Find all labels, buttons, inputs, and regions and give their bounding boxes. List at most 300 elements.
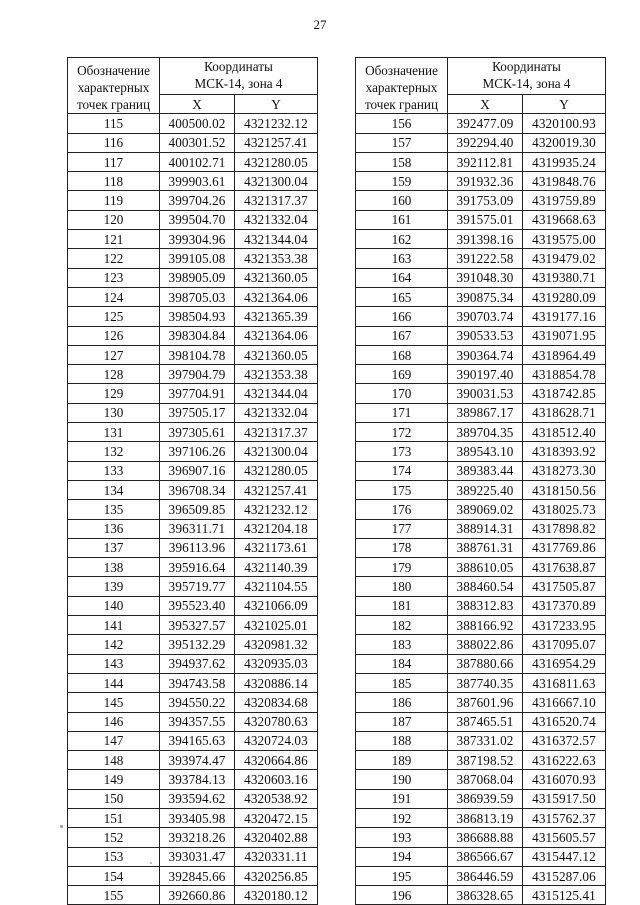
table-row xyxy=(68,191,318,210)
point-number-cell: 142 xyxy=(68,635,160,654)
table-row xyxy=(356,423,606,442)
y-coordinate-cell: 4318393.92 xyxy=(523,442,606,461)
table-row xyxy=(356,461,606,480)
y-coordinate-cell: 4320100.93 xyxy=(523,114,606,133)
x-coordinate-cell: 388610.05 xyxy=(448,558,523,577)
table-row xyxy=(356,230,606,249)
y-coordinate-cell: 4321360.05 xyxy=(235,268,318,287)
table-row xyxy=(68,172,318,191)
point-number-cell: 164 xyxy=(356,268,448,287)
y-coordinate-cell: 4315125.41 xyxy=(523,886,606,905)
point-number-cell: 153 xyxy=(68,847,160,866)
y-coordinate-cell: 4319759.89 xyxy=(523,191,606,210)
table-row xyxy=(356,519,606,538)
x-coordinate-cell: 393218.26 xyxy=(160,828,235,847)
table-row xyxy=(356,770,606,789)
scan-speck xyxy=(60,825,63,828)
y-coordinate-cell: 4316954.29 xyxy=(523,654,606,673)
x-column-header: X xyxy=(448,95,523,114)
table-row xyxy=(356,152,606,171)
point-number-cell: 134 xyxy=(68,480,160,499)
point-number-cell: 190 xyxy=(356,770,448,789)
x-coordinate-cell: 386566.67 xyxy=(448,847,523,866)
x-coordinate-cell: 399304.96 xyxy=(160,230,235,249)
point-number-cell: 185 xyxy=(356,673,448,692)
table-row xyxy=(68,731,318,750)
x-coordinate-cell: 395327.57 xyxy=(160,616,235,635)
x-coordinate-cell: 386446.59 xyxy=(448,866,523,885)
y-coordinate-cell: 4317638.87 xyxy=(523,558,606,577)
x-coordinate-cell: 387880.66 xyxy=(448,654,523,673)
point-number-cell: 191 xyxy=(356,789,448,808)
x-coordinate-cell: 391932.36 xyxy=(448,172,523,191)
table-row xyxy=(68,114,318,133)
y-coordinate-cell: 4317370.89 xyxy=(523,596,606,615)
table-row xyxy=(356,210,606,229)
y-coordinate-cell: 4320256.85 xyxy=(235,866,318,885)
table-row xyxy=(356,538,606,557)
y-coordinate-cell: 4321332.04 xyxy=(235,210,318,229)
x-coordinate-cell: 389543.10 xyxy=(448,442,523,461)
point-number-cell: 124 xyxy=(68,287,160,306)
x-coordinate-cell: 386939.59 xyxy=(448,789,523,808)
point-number-cell: 143 xyxy=(68,654,160,673)
table-row xyxy=(356,693,606,712)
table-row xyxy=(68,712,318,731)
table-row xyxy=(68,326,318,345)
point-number-cell: 181 xyxy=(356,596,448,615)
y-coordinate-cell: 4316520.74 xyxy=(523,712,606,731)
y-coordinate-cell: 4316667.10 xyxy=(523,693,606,712)
x-coordinate-cell: 388166.92 xyxy=(448,616,523,635)
point-header-line-3: точек границ xyxy=(76,97,151,113)
y-coordinate-cell: 4319935.24 xyxy=(523,152,606,171)
x-coordinate-cell: 393594.62 xyxy=(160,789,235,808)
y-coordinate-cell: 4320472.15 xyxy=(235,808,318,827)
y-coordinate-cell: 4319668.63 xyxy=(523,210,606,229)
point-number-cell: 169 xyxy=(356,365,448,384)
x-coordinate-cell: 396907.16 xyxy=(160,461,235,480)
x-coordinate-cell: 397904.79 xyxy=(160,365,235,384)
point-number-cell: 183 xyxy=(356,635,448,654)
x-coordinate-cell: 396708.34 xyxy=(160,480,235,499)
point-number-cell: 196 xyxy=(356,886,448,905)
point-number-cell: 123 xyxy=(68,268,160,287)
point-number-cell: 182 xyxy=(356,616,448,635)
y-coordinate-cell: 4321344.04 xyxy=(235,230,318,249)
x-coordinate-cell: 390197.40 xyxy=(448,365,523,384)
point-number-cell: 154 xyxy=(68,866,160,885)
point-number-cell: 195 xyxy=(356,866,448,885)
x-coordinate-cell: 396113.96 xyxy=(160,538,235,557)
table-row xyxy=(68,596,318,615)
x-coordinate-cell: 392477.09 xyxy=(448,114,523,133)
x-coordinate-cell: 390031.53 xyxy=(448,384,523,403)
table-row xyxy=(68,866,318,885)
table-row xyxy=(68,577,318,596)
y-coordinate-cell: 4321332.04 xyxy=(235,403,318,422)
table-row xyxy=(68,808,318,827)
point-header-line-3: точек границ xyxy=(364,97,439,113)
table-row xyxy=(68,886,318,905)
y-coordinate-cell: 4321066.09 xyxy=(235,596,318,615)
table-row xyxy=(356,384,606,403)
y-coordinate-cell: 4319380.71 xyxy=(523,268,606,287)
y-coordinate-cell: 4319479.02 xyxy=(523,249,606,268)
point-number-cell: 130 xyxy=(68,403,160,422)
x-coordinate-cell: 397305.61 xyxy=(160,423,235,442)
y-coordinate-cell: 4317095.07 xyxy=(523,635,606,654)
x-coordinate-cell: 388914.31 xyxy=(448,519,523,538)
table-row xyxy=(68,287,318,306)
x-coordinate-cell: 398104.78 xyxy=(160,345,235,364)
point-designation-header xyxy=(356,58,448,114)
table-row xyxy=(68,345,318,364)
y-coordinate-cell: 4321280.05 xyxy=(235,152,318,171)
point-number-cell: 176 xyxy=(356,500,448,519)
point-number-cell: 192 xyxy=(356,808,448,827)
point-header-line-1: Обозначение xyxy=(365,63,438,79)
point-number-cell: 144 xyxy=(68,673,160,692)
point-number-cell: 172 xyxy=(356,423,448,442)
point-number-cell: 133 xyxy=(68,461,160,480)
table-row xyxy=(68,519,318,538)
x-coordinate-cell: 386688.88 xyxy=(448,828,523,847)
x-coordinate-cell: 388312.83 xyxy=(448,596,523,615)
x-coordinate-cell: 397106.26 xyxy=(160,442,235,461)
table-row xyxy=(68,558,318,577)
point-number-cell: 188 xyxy=(356,731,448,750)
x-coordinate-cell: 390875.34 xyxy=(448,287,523,306)
x-coordinate-cell: 388761.31 xyxy=(448,538,523,557)
x-coordinate-cell: 387198.52 xyxy=(448,751,523,770)
table-row xyxy=(68,133,318,152)
x-coordinate-cell: 393405.98 xyxy=(160,808,235,827)
y-coordinate-cell: 4318150.56 xyxy=(523,480,606,499)
point-number-cell: 168 xyxy=(356,345,448,364)
x-coordinate-cell: 394743.58 xyxy=(160,673,235,692)
x-coordinate-cell: 398705.03 xyxy=(160,287,235,306)
point-number-cell: 161 xyxy=(356,210,448,229)
table-row xyxy=(356,635,606,654)
y-coordinate-cell: 4319177.16 xyxy=(523,307,606,326)
table-row xyxy=(68,249,318,268)
x-coordinate-cell: 387740.35 xyxy=(448,673,523,692)
point-number-cell: 174 xyxy=(356,461,448,480)
x-coordinate-cell: 394550.22 xyxy=(160,693,235,712)
x-coordinate-cell: 387068.04 xyxy=(448,770,523,789)
y-coordinate-cell: 4319280.09 xyxy=(523,287,606,306)
point-number-cell: 187 xyxy=(356,712,448,731)
point-number-cell: 119 xyxy=(68,191,160,210)
table-row xyxy=(68,847,318,866)
x-coordinate-cell: 391575.01 xyxy=(448,210,523,229)
y-coordinate-cell: 4321104.55 xyxy=(235,577,318,596)
table-row xyxy=(68,500,318,519)
point-number-cell: 163 xyxy=(356,249,448,268)
x-coordinate-cell: 400500.02 xyxy=(160,114,235,133)
table-row xyxy=(68,442,318,461)
point-number-cell: 141 xyxy=(68,616,160,635)
point-number-cell: 137 xyxy=(68,538,160,557)
point-number-cell: 171 xyxy=(356,403,448,422)
y-coordinate-cell: 4315917.50 xyxy=(523,789,606,808)
x-coordinate-cell: 389704.35 xyxy=(448,423,523,442)
table-row xyxy=(68,616,318,635)
table-row xyxy=(356,886,606,905)
y-coordinate-cell: 4317769.86 xyxy=(523,538,606,557)
y-column-header: Y xyxy=(523,95,606,114)
point-header-line-1: Обозначение xyxy=(77,63,150,79)
x-coordinate-cell: 397704.91 xyxy=(160,384,235,403)
x-coordinate-cell: 390533.53 xyxy=(448,326,523,345)
table-row xyxy=(356,249,606,268)
point-number-cell: 127 xyxy=(68,345,160,364)
x-coordinate-cell: 387331.02 xyxy=(448,731,523,750)
point-number-cell: 138 xyxy=(68,558,160,577)
table-row xyxy=(356,480,606,499)
y-coordinate-cell: 4318742.85 xyxy=(523,384,606,403)
point-number-cell: 151 xyxy=(68,808,160,827)
point-number-cell: 180 xyxy=(356,577,448,596)
x-coordinate-cell: 390703.74 xyxy=(448,307,523,326)
y-coordinate-cell: 4316372.57 xyxy=(523,731,606,750)
point-number-cell: 184 xyxy=(356,654,448,673)
y-coordinate-cell: 4321364.06 xyxy=(235,326,318,345)
y-column-header: Y xyxy=(235,95,318,114)
y-coordinate-cell: 4320402.88 xyxy=(235,828,318,847)
table-row xyxy=(356,596,606,615)
y-coordinate-cell: 4318854.78 xyxy=(523,365,606,384)
y-coordinate-cell: 4319071.95 xyxy=(523,326,606,345)
right-table-body xyxy=(356,114,606,905)
x-coordinate-cell: 389867.17 xyxy=(448,403,523,422)
y-coordinate-cell: 4321257.41 xyxy=(235,480,318,499)
point-number-cell: 115 xyxy=(68,114,160,133)
table-row xyxy=(356,789,606,808)
coords-header-line-2: МСК-14, зона 4 xyxy=(194,76,283,91)
x-coordinate-cell: 390364.74 xyxy=(448,345,523,364)
y-coordinate-cell: 4321232.12 xyxy=(235,114,318,133)
y-coordinate-cell: 4321232.12 xyxy=(235,500,318,519)
table-row xyxy=(356,828,606,847)
table-row xyxy=(356,577,606,596)
x-coordinate-cell: 389383.44 xyxy=(448,461,523,480)
y-coordinate-cell: 4321344.04 xyxy=(235,384,318,403)
point-designation-header xyxy=(68,58,160,114)
y-coordinate-cell: 4321317.37 xyxy=(235,423,318,442)
x-coordinate-cell: 394165.63 xyxy=(160,731,235,750)
x-coordinate-cell: 391753.09 xyxy=(448,191,523,210)
point-number-cell: 126 xyxy=(68,326,160,345)
y-coordinate-cell: 4320664.86 xyxy=(235,751,318,770)
y-coordinate-cell: 4319848.76 xyxy=(523,172,606,191)
y-coordinate-cell: 4318628.71 xyxy=(523,403,606,422)
x-coordinate-cell: 395719.77 xyxy=(160,577,235,596)
point-number-cell: 140 xyxy=(68,596,160,615)
coordinates-header xyxy=(160,58,318,95)
point-number-cell: 189 xyxy=(356,751,448,770)
table-row xyxy=(68,480,318,499)
y-coordinate-cell: 4317505.87 xyxy=(523,577,606,596)
table-row xyxy=(356,866,606,885)
point-number-cell: 194 xyxy=(356,847,448,866)
x-coordinate-cell: 396509.85 xyxy=(160,500,235,519)
table-row xyxy=(356,500,606,519)
table-row xyxy=(356,558,606,577)
point-number-cell: 155 xyxy=(68,886,160,905)
x-coordinate-cell: 395523.40 xyxy=(160,596,235,615)
point-number-cell: 175 xyxy=(356,480,448,499)
table-row xyxy=(68,789,318,808)
y-coordinate-cell: 4317233.95 xyxy=(523,616,606,635)
y-coordinate-cell: 4320780.63 xyxy=(235,712,318,731)
table-row xyxy=(356,133,606,152)
point-number-cell: 158 xyxy=(356,152,448,171)
y-coordinate-cell: 4320331.11 xyxy=(235,847,318,866)
x-coordinate-cell: 398905.09 xyxy=(160,268,235,287)
x-coordinate-cell: 393031.47 xyxy=(160,847,235,866)
point-number-cell: 120 xyxy=(68,210,160,229)
point-number-cell: 167 xyxy=(356,326,448,345)
table-row xyxy=(68,673,318,692)
table-row xyxy=(68,152,318,171)
y-coordinate-cell: 4321353.38 xyxy=(235,249,318,268)
point-number-cell: 129 xyxy=(68,384,160,403)
y-coordinate-cell: 4315762.37 xyxy=(523,808,606,827)
y-coordinate-cell: 4321365.39 xyxy=(235,307,318,326)
point-number-cell: 177 xyxy=(356,519,448,538)
coords-header-line-2: МСК-14, зона 4 xyxy=(482,76,571,91)
y-coordinate-cell: 4320935.03 xyxy=(235,654,318,673)
x-coordinate-cell: 391048.30 xyxy=(448,268,523,287)
y-coordinate-cell: 4321300.04 xyxy=(235,442,318,461)
point-header-line-2: характерных xyxy=(77,80,150,96)
table-row xyxy=(356,172,606,191)
y-coordinate-cell: 4321140.39 xyxy=(235,558,318,577)
table-row xyxy=(68,365,318,384)
x-coordinate-cell: 398504.93 xyxy=(160,307,235,326)
point-number-cell: 160 xyxy=(356,191,448,210)
x-coordinate-cell: 398304.84 xyxy=(160,326,235,345)
x-coordinate-cell: 386328.65 xyxy=(448,886,523,905)
table-row xyxy=(68,751,318,770)
y-coordinate-cell: 4321364.06 xyxy=(235,287,318,306)
point-number-cell: 159 xyxy=(356,172,448,191)
point-number-cell: 131 xyxy=(68,423,160,442)
y-coordinate-cell: 4321300.04 xyxy=(235,172,318,191)
x-coordinate-cell: 388460.54 xyxy=(448,577,523,596)
table-row xyxy=(68,461,318,480)
x-coordinate-cell: 395916.64 xyxy=(160,558,235,577)
point-number-cell: 170 xyxy=(356,384,448,403)
point-number-cell: 165 xyxy=(356,287,448,306)
coords-header-line-1: Координаты xyxy=(204,59,273,74)
table-row xyxy=(356,191,606,210)
x-coordinate-cell: 386813.19 xyxy=(448,808,523,827)
table-row xyxy=(356,365,606,384)
x-coordinate-cell: 389069.02 xyxy=(448,500,523,519)
point-number-cell: 132 xyxy=(68,442,160,461)
y-coordinate-cell: 4320834.68 xyxy=(235,693,318,712)
coordinates-table-right xyxy=(355,57,606,905)
table-row xyxy=(68,307,318,326)
x-coordinate-cell: 394937.62 xyxy=(160,654,235,673)
table-row xyxy=(68,268,318,287)
table-row xyxy=(356,442,606,461)
y-coordinate-cell: 4318512.40 xyxy=(523,423,606,442)
y-coordinate-cell: 4316070.93 xyxy=(523,770,606,789)
x-coordinate-cell: 391398.16 xyxy=(448,230,523,249)
y-coordinate-cell: 4321025.01 xyxy=(235,616,318,635)
point-number-cell: 173 xyxy=(356,442,448,461)
point-number-cell: 156 xyxy=(356,114,448,133)
y-coordinate-cell: 4321173.61 xyxy=(235,538,318,557)
y-coordinate-cell: 4315287.06 xyxy=(523,866,606,885)
table-row xyxy=(356,808,606,827)
point-number-cell: 150 xyxy=(68,789,160,808)
y-coordinate-cell: 4320981.32 xyxy=(235,635,318,654)
table-row xyxy=(356,326,606,345)
x-coordinate-cell: 395132.29 xyxy=(160,635,235,654)
y-coordinate-cell: 4317898.82 xyxy=(523,519,606,538)
y-coordinate-cell: 4316222.63 xyxy=(523,751,606,770)
point-number-cell: 117 xyxy=(68,152,160,171)
point-header-line-2: характерных xyxy=(365,80,438,96)
table-row xyxy=(68,403,318,422)
y-coordinate-cell: 4318025.73 xyxy=(523,500,606,519)
table-row xyxy=(68,538,318,557)
table-row xyxy=(68,693,318,712)
point-number-cell: 147 xyxy=(68,731,160,750)
x-coordinate-cell: 389225.40 xyxy=(448,480,523,499)
point-number-cell: 186 xyxy=(356,693,448,712)
x-coordinate-cell: 396311.71 xyxy=(160,519,235,538)
point-number-cell: 135 xyxy=(68,500,160,519)
x-coordinate-cell: 392294.40 xyxy=(448,133,523,152)
y-coordinate-cell: 4320724.03 xyxy=(235,731,318,750)
coordinates-table-left xyxy=(67,57,318,905)
y-coordinate-cell: 4321317.37 xyxy=(235,191,318,210)
y-coordinate-cell: 4319575.00 xyxy=(523,230,606,249)
y-coordinate-cell: 4318964.49 xyxy=(523,345,606,364)
x-coordinate-cell: 387601.96 xyxy=(448,693,523,712)
y-coordinate-cell: 4315605.57 xyxy=(523,828,606,847)
x-coordinate-cell: 387465.51 xyxy=(448,712,523,731)
point-number-cell: 166 xyxy=(356,307,448,326)
table-row xyxy=(356,712,606,731)
x-coordinate-cell: 399504.70 xyxy=(160,210,235,229)
y-coordinate-cell: 4320538.92 xyxy=(235,789,318,808)
point-number-cell: 146 xyxy=(68,712,160,731)
coordinates-header xyxy=(448,58,606,95)
table-row xyxy=(356,403,606,422)
scan-speck xyxy=(150,862,152,864)
y-coordinate-cell: 4321257.41 xyxy=(235,133,318,152)
point-number-cell: 152 xyxy=(68,828,160,847)
x-coordinate-cell: 392845.66 xyxy=(160,866,235,885)
y-coordinate-cell: 4315447.12 xyxy=(523,847,606,866)
point-number-cell: 178 xyxy=(356,538,448,557)
point-number-cell: 139 xyxy=(68,577,160,596)
x-coordinate-cell: 391222.58 xyxy=(448,249,523,268)
point-number-cell: 162 xyxy=(356,230,448,249)
x-coordinate-cell: 400301.52 xyxy=(160,133,235,152)
table-row xyxy=(356,751,606,770)
y-coordinate-cell: 4321280.05 xyxy=(235,461,318,480)
table-row xyxy=(356,268,606,287)
page-number: 27 xyxy=(313,17,327,32)
